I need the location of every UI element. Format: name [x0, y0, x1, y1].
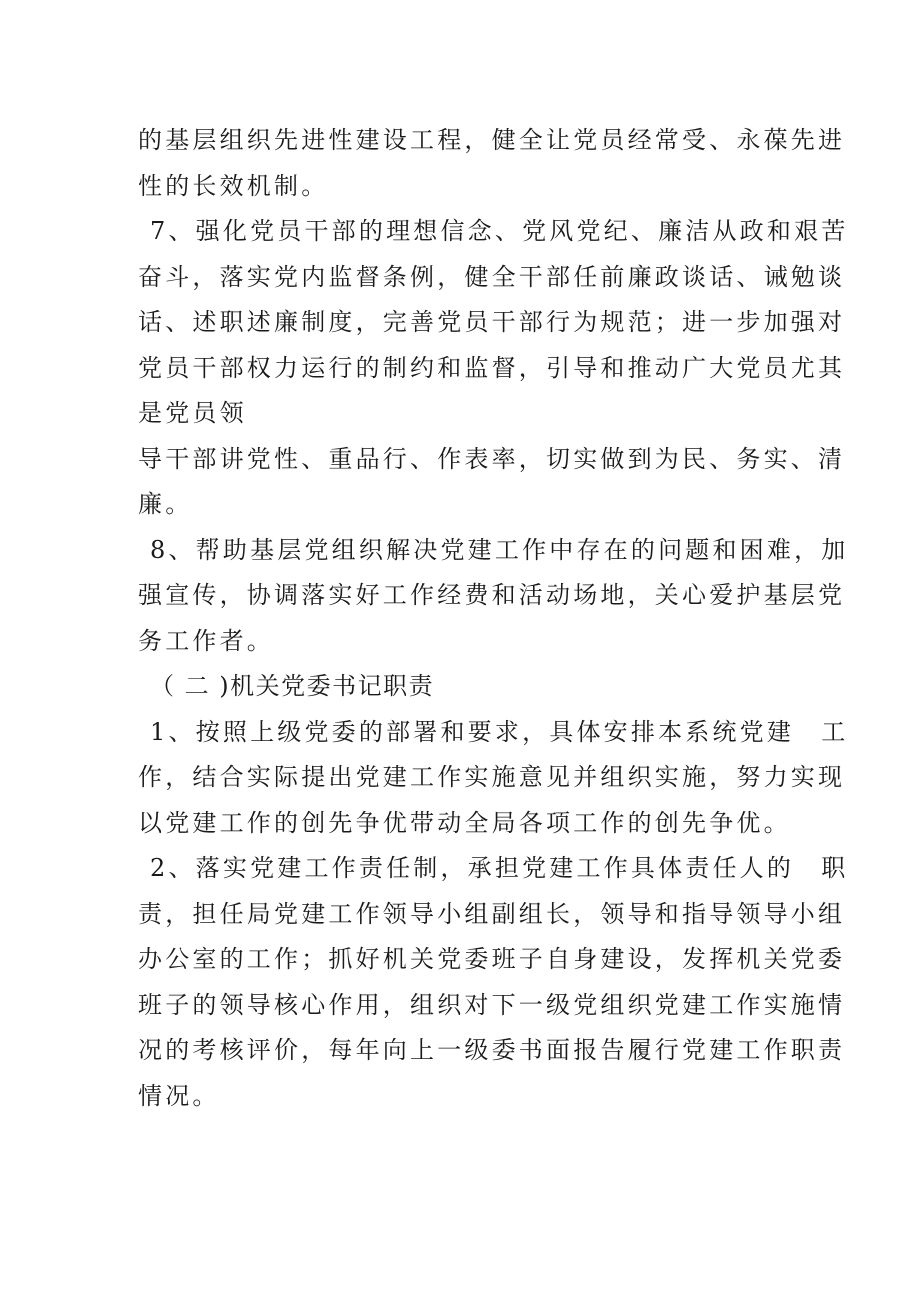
item-2-line: 2、落实党建工作责任制，承担党建工作具体责任人的 职 [150, 854, 849, 882]
text-line: 办公室的工作；抓好机关党委班子自身建设，发挥机关党委 [138, 945, 846, 973]
item-7-line: 7、强化党员干部的理想信念、党风党纪、廉洁从政和艰苦 [150, 217, 849, 245]
text-line: 的基层组织先进性建设工程，健全让党员经常受、永葆先进 [138, 126, 846, 154]
text-line: 党员干部权力运行的制约和监督，引导和推动广大党员尤其 [138, 353, 846, 382]
document-body [138, 118, 849, 1119]
text-line: 奋斗，落实党内监督条例，健全干部任前廉政谈话、诫勉谈 [138, 262, 846, 291]
item-8-line: 8、帮助基层党组织解决党建工作中存在的问题和困难，加 [150, 535, 849, 564]
text-line: 班子的领导核心作用，组织对下一级党组织党建工作实施情 [138, 990, 846, 1019]
text-line: 以党建工作的创先争优带动全局各项工作的创先争优。 [138, 808, 791, 837]
section-heading: （ 二 )机关党委书记职责 [150, 672, 435, 700]
text-line: 务工作者。 [138, 626, 274, 655]
item-1-line: 1、按照上级党委的部署和要求，具体安排本系统党建 工 [150, 717, 849, 746]
text-line: 强宣传，协调落实好工作经费和活动场地，关心爱护基层党 [138, 581, 846, 609]
text-line: 责，担任局党建工作领导小组副组长，领导和指导领导小组 [138, 899, 846, 928]
text-line: 作，结合实际提出党建工作实施意见并组织实施，努力实现 [138, 763, 846, 791]
text-line: 导干部讲党性、重品行、作表率，切实做到为民、务实、清 [138, 444, 846, 473]
text-line: 是党员领 [138, 399, 247, 427]
text-line: 性的长效机制。 [138, 171, 329, 200]
text-line: 廉。 [138, 490, 193, 518]
text-line: 况的考核评价，每年向上一级委书面报告履行党建工作职责 [138, 1036, 846, 1064]
text-line: 情况。 [138, 1081, 220, 1110]
text-line: 话、述职述廉制度，完善党员干部行为规范；进一步加强对 [138, 308, 846, 336]
